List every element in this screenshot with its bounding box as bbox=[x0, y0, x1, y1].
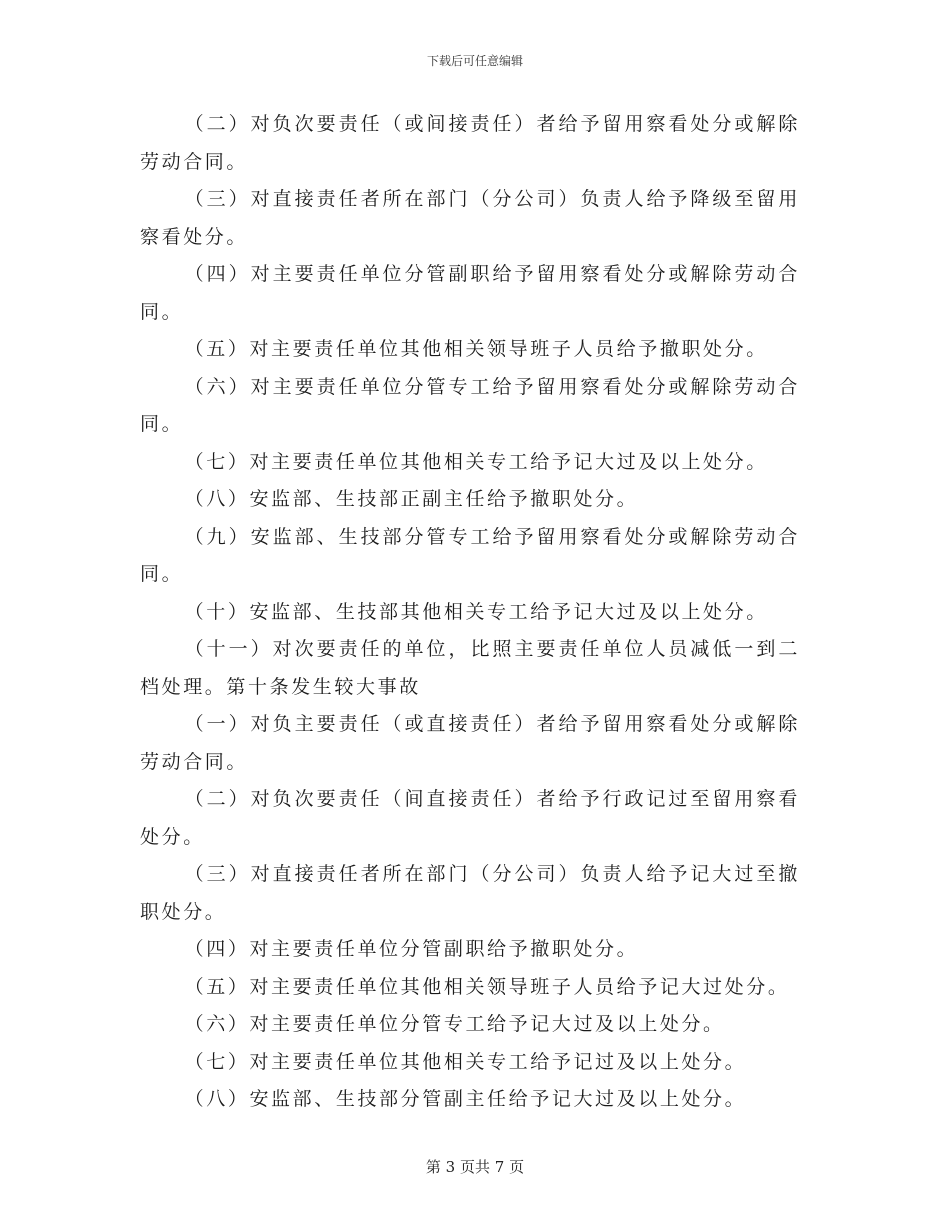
paragraph: （二）对负次要责任（间直接责任）者给予行政记过至留用察看处分。 bbox=[140, 788, 800, 848]
paragraph: （五）对主要责任单位其他相关领导班子人员给予撤职处分。 bbox=[184, 338, 768, 360]
paragraph: （四）对主要责任单位分管副职给予留用察看处分或解除劳动合同。 bbox=[140, 263, 800, 323]
document-body bbox=[140, 106, 800, 1119]
paragraph: （八）安监部、生技部分管副主任给予记大过及以上处分。 bbox=[184, 1088, 747, 1110]
paragraph: （十）安监部、生技部其他相关专工给予记大过及以上处分。 bbox=[184, 600, 768, 623]
paragraph: （二）对负次要责任（或间接责任）者给予留用察看处分或解除劳动合同。 bbox=[140, 113, 800, 173]
paragraph: （十一）对次要责任的单位，比照主要责任单位人员减低一到二档处理。第十条发生较大事故 bbox=[140, 638, 800, 698]
paragraph: （八）安监部、生技部正副主任给予撤职处分。 bbox=[184, 488, 639, 510]
page-number: 第 3 页共 7 页 bbox=[425, 1158, 525, 1176]
paragraph: （一）对负主要责任（或直接责任）者给予留用察看处分或解除劳动合同。 bbox=[140, 713, 800, 773]
paragraph: （七）对主要责任单位其他相关专工给予记大过及以上处分。 bbox=[184, 450, 768, 473]
paragraph: （三）对直接责任者所在部门（分公司）负责人给予记大过至撤职处分。 bbox=[140, 863, 800, 923]
page-header: 下载后可任意编辑 bbox=[426, 54, 523, 68]
paragraph: （三）对直接责任者所在部门（分公司）负责人给予降级至留用察看处分。 bbox=[140, 188, 800, 248]
paragraph: （四）对主要责任单位分管副职给予撤职处分。 bbox=[184, 938, 639, 960]
paragraph: （七）对主要责任单位其他相关专工给予记过及以上处分。 bbox=[184, 1050, 747, 1073]
paragraph: （六）对主要责任单位分管专工给予记大过及以上处分。 bbox=[184, 1013, 725, 1035]
paragraph: （五）对主要责任单位其他相关领导班子人员给予记大过处分。 bbox=[184, 975, 790, 998]
paragraph: （六）对主要责任单位分管专工给予留用察看处分或解除劳动合同。 bbox=[140, 375, 800, 435]
paragraph: （九）安监部、生技部分管专工给予留用察看处分或解除劳动合同。 bbox=[140, 525, 800, 585]
